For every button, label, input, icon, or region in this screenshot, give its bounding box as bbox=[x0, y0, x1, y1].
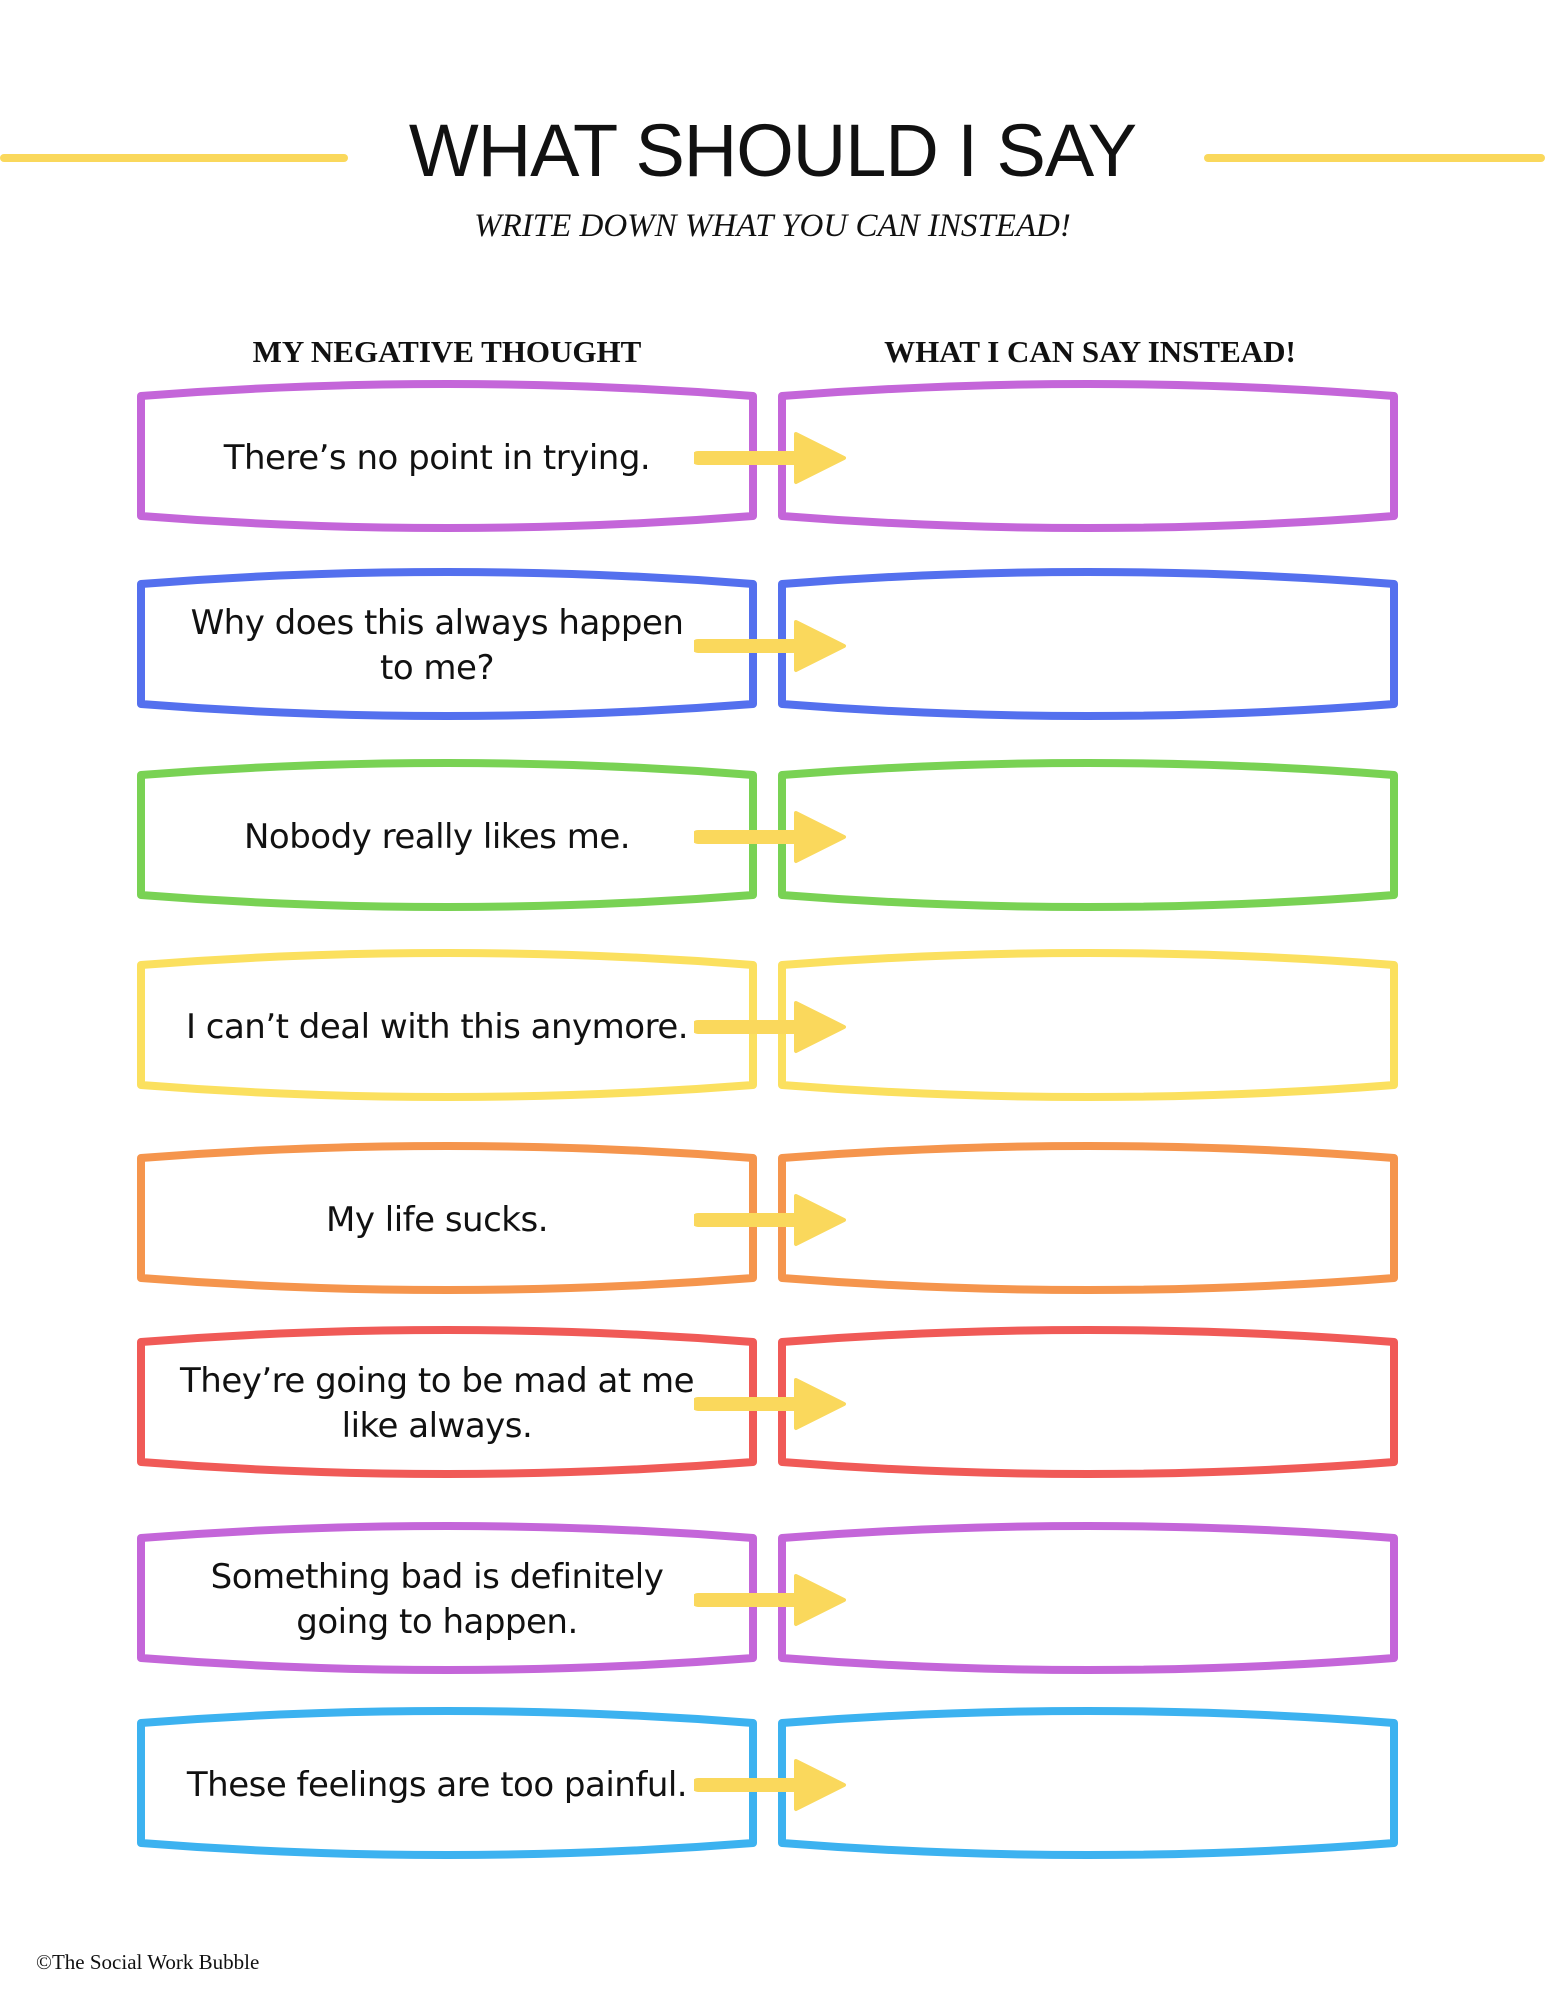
worksheet-row bbox=[0, 757, 1545, 917]
worksheet-row bbox=[0, 947, 1545, 1107]
worksheet-row bbox=[0, 378, 1545, 538]
worksheet-row bbox=[0, 1520, 1545, 1680]
replacement-thought-box[interactable] bbox=[778, 1324, 1398, 1484]
negative-thought-label: They’re going to be mad at me like always. bbox=[180, 1361, 694, 1446]
right-arrow-icon bbox=[694, 807, 854, 871]
right-arrow-icon bbox=[694, 997, 854, 1061]
negative-thought-text bbox=[167, 1324, 707, 1484]
worksheet-row bbox=[0, 1705, 1545, 1865]
replacement-thought-box[interactable] bbox=[778, 378, 1398, 538]
negative-thought-text bbox=[167, 566, 707, 726]
page-title: WHAT SHOULD I SAY bbox=[408, 109, 1137, 192]
replacement-thought-field[interactable] bbox=[818, 1520, 1358, 1680]
negative-thought-text bbox=[167, 378, 707, 538]
replacement-thought-field[interactable] bbox=[818, 757, 1358, 917]
copyright-footer: ©The Social Work Bubble bbox=[36, 1950, 260, 1974]
replacement-thought-box[interactable] bbox=[778, 1705, 1398, 1865]
replacement-thought-box[interactable] bbox=[778, 947, 1398, 1107]
replacement-thought-field[interactable] bbox=[818, 1705, 1358, 1865]
replacement-thought-box[interactable] bbox=[778, 566, 1398, 726]
negative-thought-text bbox=[167, 947, 707, 1107]
right-arrow-icon bbox=[694, 1374, 854, 1438]
negative-thought-label: There’s no point in trying. bbox=[223, 437, 651, 478]
negative-thought-label: These feelings are too painful. bbox=[186, 1764, 688, 1805]
negative-thought-label: My life sucks. bbox=[325, 1199, 549, 1240]
replacement-thought-field[interactable] bbox=[818, 566, 1358, 726]
negative-thought-text bbox=[167, 1520, 707, 1680]
page-subtitle: WRITE DOWN WHAT YOU CAN INSTEAD! bbox=[474, 208, 1071, 244]
replacement-thought-field[interactable] bbox=[818, 378, 1358, 538]
right-arrow-icon bbox=[694, 1190, 854, 1254]
negative-thought-label: Something bad is definitely going to happen. bbox=[210, 1557, 664, 1642]
negative-thought-label: Why does this always happen to me? bbox=[190, 603, 684, 688]
column-header-say-instead: WHAT I CAN SAY INSTEAD! bbox=[884, 334, 1296, 369]
column-header-negative-thought: MY NEGATIVE THOUGHT bbox=[252, 334, 642, 369]
negative-thought-text bbox=[167, 1705, 707, 1865]
replacement-thought-field[interactable] bbox=[818, 947, 1358, 1107]
worksheet-row bbox=[0, 1324, 1545, 1484]
right-arrow-icon bbox=[694, 616, 854, 680]
worksheet-row bbox=[0, 1140, 1545, 1300]
negative-thought-text bbox=[167, 757, 707, 917]
replacement-thought-field[interactable] bbox=[818, 1324, 1358, 1484]
replacement-thought-field[interactable] bbox=[818, 1140, 1358, 1300]
right-arrow-icon bbox=[694, 1570, 854, 1634]
worksheet-row bbox=[0, 566, 1545, 726]
right-arrow-icon bbox=[694, 1755, 854, 1819]
replacement-thought-box[interactable] bbox=[778, 1140, 1398, 1300]
negative-thought-label: I can’t deal with this anymore. bbox=[185, 1006, 689, 1047]
replacement-thought-box[interactable] bbox=[778, 757, 1398, 917]
right-arrow-icon bbox=[694, 428, 854, 492]
negative-thought-label: Nobody really likes me. bbox=[243, 816, 631, 857]
replacement-thought-box[interactable] bbox=[778, 1520, 1398, 1680]
negative-thought-text bbox=[167, 1140, 707, 1300]
